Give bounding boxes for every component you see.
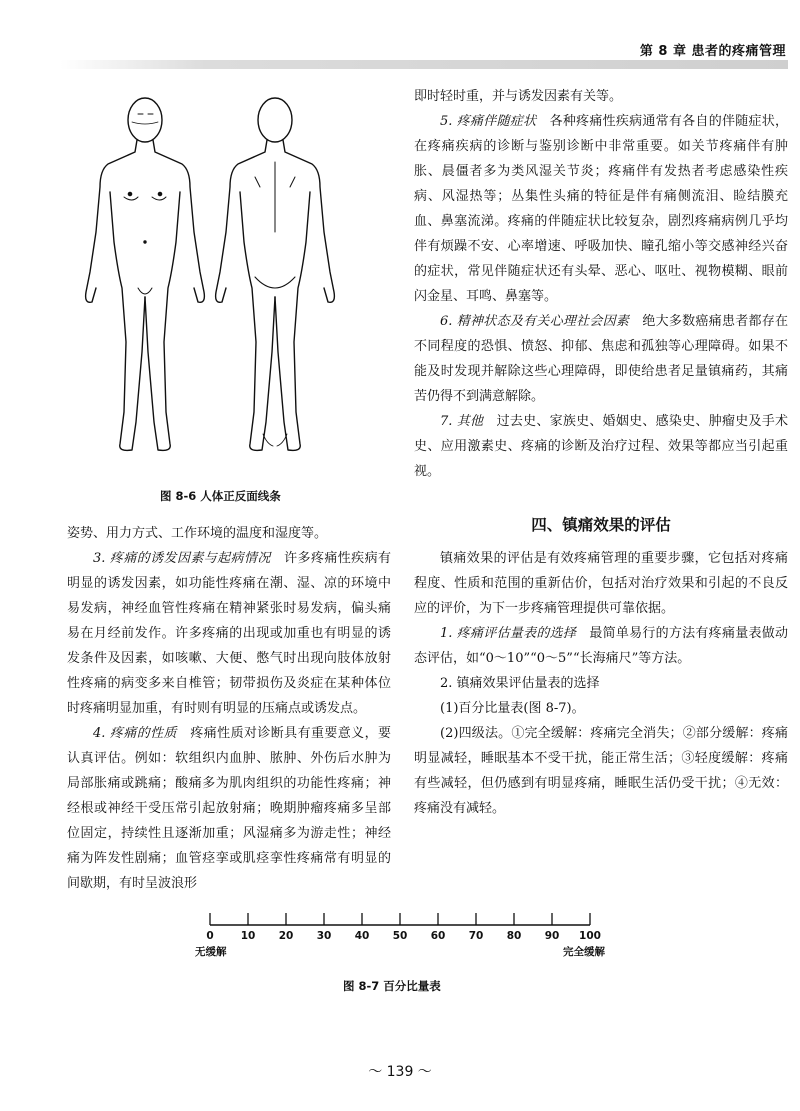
paragraph-body: 疼痛性质对诊断具有重要意义，要认真评估。例如：软组织内血肿、脓肿、外伤后水肿为局部胀痛或跳痛；酸痛多为肌肉组织的功能性疼痛；神经根或神经干受压常引起放射痛；晚期肿瘤疼痛多呈部位固定，持续性且逐渐加重；风湿痛多为游走性；神经痛为阵发性剧痛；血管痉挛或肌痉挛性疼痛常有明显的间歇期，有时呈波浪形 — [67, 726, 391, 891]
scale-tick-label: 30 — [316, 930, 332, 942]
paragraph — [414, 109, 788, 309]
scale-tick-label: 40 — [354, 930, 370, 942]
paragraph-heading: 5. 疼痛伴随症状 — [440, 114, 537, 129]
page-number: ～ 139 ～ — [368, 1064, 432, 1080]
paragraph — [414, 409, 788, 484]
scale-tick-label: 90 — [544, 930, 560, 942]
paragraph: 即时轻时重，并与诱发因素有关等。 — [414, 89, 623, 104]
right-column-lower — [414, 546, 788, 821]
body-outline-figure — [80, 92, 340, 472]
scale-tick-label: 0 — [206, 930, 214, 942]
paragraph: (2)四级法。①完全缓解：疼痛完全消失；②部分缓解：疼痛明显减轻，睡眠基本不受干扰，能正常生活；③轻度缓解：疼痛有些减轻，但仍感到有明显疼痛，睡眠生活仍受干扰；④无效：疼痛没有减轻。 — [414, 726, 788, 816]
scale-left-label: 无缓解 — [195, 946, 227, 958]
scale-tick-label: 10 — [240, 930, 256, 942]
section-title: 四、镇痛效果的评估 — [531, 516, 671, 534]
paragraph — [414, 309, 788, 409]
left-column — [67, 521, 391, 896]
chapter-header: 第 8 章 患者的疼痛管理 — [639, 44, 786, 59]
paragraph: 姿势、用力方式、工作环境的温度和湿度等。 — [67, 526, 328, 541]
figure-8-6-caption: 图 8-6 人体正反面线条 — [160, 489, 281, 503]
header-rule — [60, 60, 788, 69]
paragraph-heading: 6. 精神状态及有关心理社会因素 — [440, 314, 630, 329]
paragraph-body: 各种疼痛性疾病通常有各自的伴随症状，在疼痛疾病的诊断与鉴别诊断中非常重要。如关节疼痛伴有肿胀、晨僵者多为类风湿关节炎；疼痛伴有发热者考虑感染性疾病、风湿热等；丛集性头痛的特征是伴有痛侧流泪、睑结膜充血、鼻塞流涕。疼痛的伴随症状比较复杂，剧烈疼痛病例几乎均伴有烦躁不安、心率增速、呼吸加快、瞳孔缩小等交感神经兴奋的症状，常见伴随症状还有头晕、恶心、呕吐、视物模糊、眼前闪金星、耳鸣、鼻塞等。 — [414, 114, 788, 304]
body-front-view — [86, 98, 205, 450]
figure-8-7-caption: 图 8-7 百分比量表 — [343, 979, 441, 993]
paragraph-body: 过去史、家族史、婚姻史、感染史、肿瘤史及手术史、应用激素史、疼痛的诊断及治疗过程、效果等都应当引起重视。 — [414, 414, 788, 479]
paragraph-heading: 4. 疼痛的性质 — [93, 726, 177, 741]
paragraph-body: 绝大多数癌痛患者都存在不同程度的恐惧、愤怒、抑郁、焦虑和孤独等心理障碍。如果不能及时发现并解除这些心理障碍，即使给患者足量镇痛药，其痛苦仍得不到满意解除。 — [414, 314, 788, 404]
paragraph — [67, 546, 391, 721]
scale-tick-label: 70 — [468, 930, 484, 942]
paragraph — [414, 621, 788, 671]
paragraph-body: 最简单易行的方法有疼痛量表做动态评估，如“0～10”“0～5”“长海痛尺”等方法。 — [414, 626, 788, 666]
body-back-view — [216, 98, 335, 450]
paragraph — [67, 721, 391, 896]
paragraph: (1)百分比量表(图 8-7)。 — [440, 701, 585, 716]
scale-tick-label: 100 — [579, 930, 601, 942]
scale-right-label: 完全缓解 — [563, 946, 605, 958]
paragraph: 镇痛效果的评估是有效疼痛管理的重要步骤，它包括对疼痛程度、性质和范围的重新估价，包括对治疗效果和引起的不良反应的评价，为下一步疼痛管理提供可靠依据。 — [414, 551, 788, 616]
scale-tick-label: 20 — [278, 930, 294, 942]
scale-tick-label: 50 — [392, 930, 408, 942]
right-column-upper — [414, 84, 788, 484]
scale-tick-label: 60 — [430, 930, 446, 942]
paragraph-body: 许多疼痛性疾病有明显的诱发因素，如功能性疼痛在潮、湿、凉的环境中易发病，神经血管性疼痛在精神紧张时易发病，偏头痛易在月经前发作。许多疼痛的出现或加重也有明显的诱发条件及因素，如咳嗽、大便、憋气时出现向肢体放射性疼痛的病变多来自椎管；韧带损伤及炎症在某种体位时疼痛明显加重，有时则有明显的压痛点或诱发点。 — [67, 551, 391, 716]
percentage-scale-figure — [195, 905, 605, 965]
scale-tick-label: 80 — [506, 930, 522, 942]
paragraph-heading: 3. 疼痛的诱发因素与起病情况 — [93, 551, 271, 566]
paragraph: 2. 镇痛效果评估量表的选择 — [440, 676, 600, 691]
paragraph-heading: 1. 疼痛评估量表的选择 — [440, 626, 577, 641]
paragraph-heading: 7. 其他 — [440, 414, 484, 429]
